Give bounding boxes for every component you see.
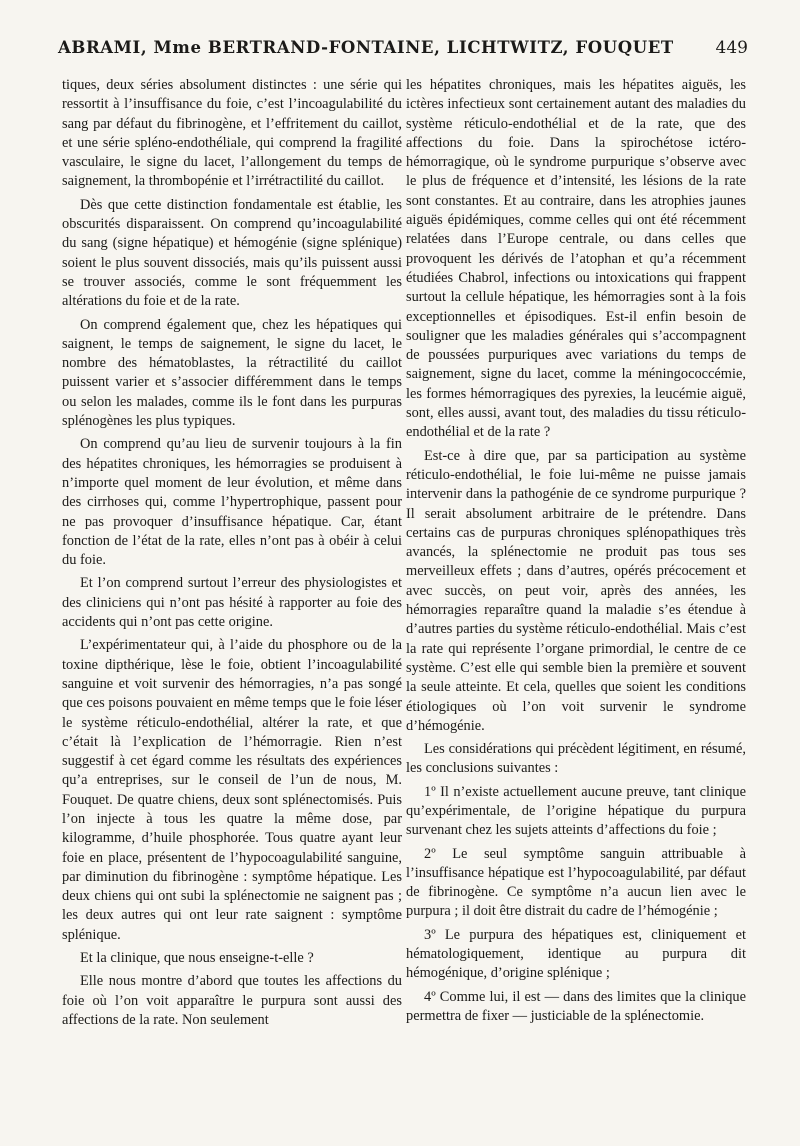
paragraph: Et l’on comprend surtout l’erreur des physiologistes et des cliniciens qui n’ont pas hésité à rapporter au foie des accidents qui n’ont pas cette origine. (62, 575, 402, 631)
paragraph: tiques, deux séries absolument distinctes : une série qui ressortit à l’insuffisance du foie, c’est l’incoagulabilité du sang par défaut du fibrinogène, et l’effritement du caillot, et une série spléno-endothéliale, qui comprend la fragilité vasculaire, le signe du lacet, l’allongement du temps de saignement, la thrombopénie et l’irrétractilité du caillot. (62, 77, 402, 190)
conclusion-item: 3º Le purpura des hépatiques est, cliniquement et hématologiquement, identique au purpura dit hémogénique, d’origine splénique ; (406, 926, 746, 982)
conclusion-item: 1º Il n’existe actuellement aucune preuve, tant clinique qu’expérimentale, de l’origine hépatique du purpura survenant chez les sujets atteints d’affections du foie ; (406, 783, 746, 839)
paragraph: Dès que cette distinction fondamentale est établie, les obscurités disparaissent. On comprend qu’incoagulabilité du sang (signe hépatique) et hémogénie (signe splénique) soient le plus souvent dissociés, mais qu’ils puissent aussi se trouver associés, comme le sont fréquemment les altérations du foie et de la rate. (62, 196, 402, 310)
paragraph: Est-ce à dire que, par sa participation au système réticulo-endothélial, le foie lui-même ne puisse jamais intervenir dans la pathogénie de ce syndrome purpurique ? Il serait absolument arbitraire de le prétendre. Dans certains cas de purpuras chroniques splénopathiques très avancés, la splénectomie ne produit pas tous ses merveilleux effets ; dans d’autres, opérés précocement et avec succès, on peut voir, après des années, les hémorragies reparaître quand la maladie s’es étendue à d’autres parties du système réticulo-endothélial. Mais c’est la rate qui représente l’organe primordial, le centre de ce système. C’est elle qui semble bien la première et souvent la seule atteinte. Et cela, quelles que soient les conditions étiologiques où l’on voit survenir le syndrome d’hémogénie. (406, 447, 746, 734)
paragraph: les hépatites chroniques, mais les hépatites aiguës, les ictères infectieux sont certainement autant des maladies du système réticulo-endothélial et de la rate, que des affections du foie. Dans la spirochétose ictéro-hémorragique, où le syndrome purpurique s’observe avec le plus de fréquence et d’intensité, les lésions de la rate sont constantes. Et au contraire, dans les atrophies jaunes aiguës épidémiques, comme celles qui ont été récemment relatées dans l’Europe centrale, ou dans celles que provoquent les dérivés de l’atophan et qu’a récemment étudiées Chabrol, infections ou intoxications qui frappent surtout la cellule hépatique, les hémorragies sont à la fois exceptionnelles et épisodiques. Est-il enfin besoin de souligner que les maladies générales qui s’accompagnent de poussées purpuriques avec variations du temps de saignement, signe du lacet, comme la méningococcémie, les formes hémorragiques des pyrexies, la leucémie aiguë, sont, elles aussi, avant tout, des maladies du tissu réticulo-endothélial et de la rate ? (406, 77, 746, 441)
paragraph: On comprend qu’au lieu de survenir toujours à la fin des hépatites chroniques, les hémorragies se produisent à n’importe quel moment de leur évolution, et même dans des cirrhoses qui, comme l’hypertrophique, passent pour ne pas provoquer d’insuffisance hépatique. Car, étant fonction de l’état de la rate, elles n’ont pas à obéir à celui du foie. (62, 436, 402, 569)
left-column (62, 76, 402, 1034)
running-head: ABRAMI, Mme BERTRAND-FONTAINE, LICHTWITZ, FOUQUET (58, 38, 674, 57)
paragraph: On comprend également que, chez les hépatiques qui saignent, le temps de saignement, le signe du lacet, le nombre des hématoblastes, la rétractilité du caillot puissent varier et s’associer différemment dans le temps ou selon les malades, comme ils le font dans les purpuras splénogènes les plus typiques. (62, 316, 402, 430)
paragraph: Les considérations qui précèdent légitiment, en résumé, les conclusions suivantes : (406, 741, 746, 777)
paragraph: Et la clinique, que nous enseigne-t-elle ? (80, 950, 314, 967)
paragraph: Elle nous montre d’abord que toutes les affections du foie où l’on voit apparaître le purpura sont aussi des affections de la rate. Non seulement (62, 973, 402, 1028)
conclusion-item: 4º Comme lui, il est — dans des limites que la clinique permettra de fixer — justiciable de la splénectomie. (406, 988, 746, 1024)
page-header (58, 38, 748, 68)
page-number: 449 (715, 38, 748, 58)
paragraph: L’expérimentateur qui, à l’aide du phosphore ou de la toxine dipthérique, lèse le foie, obtient l’incoagulabilité sanguine et voit survenir des hémorragies, n’a pas songé que ces poisons pouvaient en même temps que le foie léser le système réticulo-endothélial, altérer la rate, et que c’était là l’explication de l’hémorragie. Rien n’est suggestif à cet égard comme les résultats des expériences qu’a entreprises, sur le conseil de l’un de nous, M. Fouquet. De quatre chiens, deux sont splénectomisés. Puis l’on injecte à tous les quatre la même dose, par kilogramme, d’huile phosphorée. Tous quatre ayant leur foie en place, présentent de l’hypocoagulabilité sanguine, par diminution du fibrinogène : symptôme hépatique. Les deux chiens qui ont subi la splénectomie ne saignent pas ; les deux autres qui ont leur rate saignent : symptôme splénique. (62, 637, 402, 943)
conclusion-item: 2º Le seul symptôme sanguin attribuable à l’insuffisance hépatique est l’hypocoagulabilité, par défaut de fibrinogène. Ce symptôme n’a aucun lien avec le purpura ; il doit être distrait du cadre de l’hémogénie ; (406, 845, 746, 920)
right-column (406, 76, 746, 1030)
